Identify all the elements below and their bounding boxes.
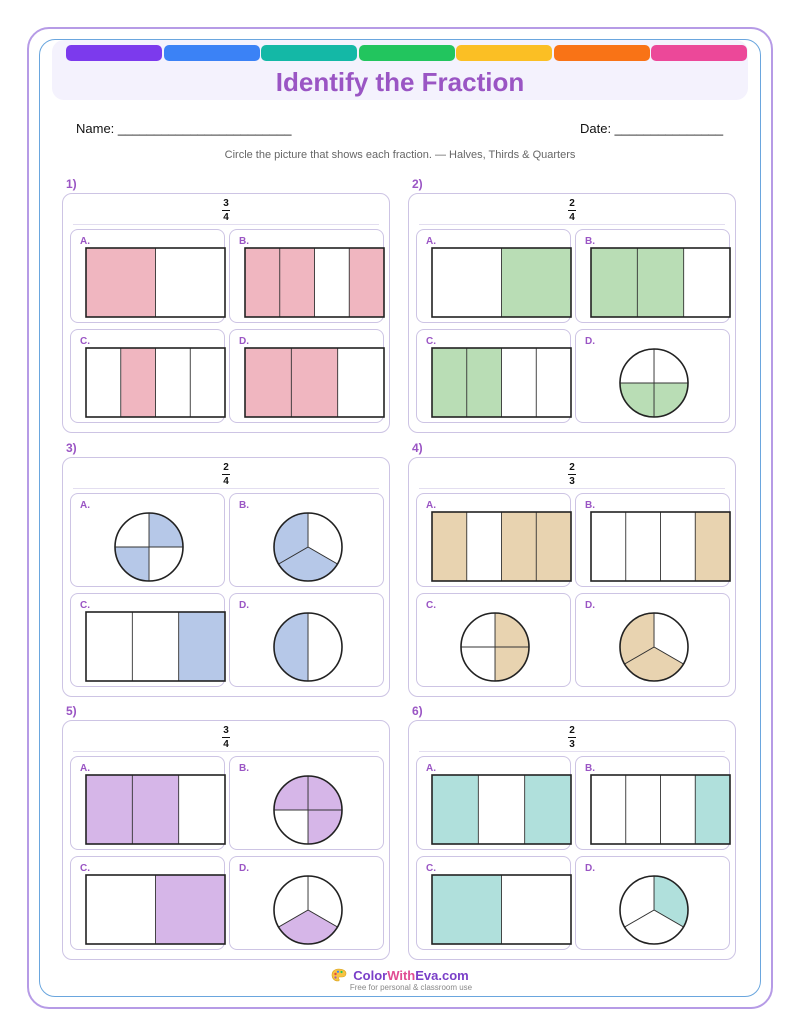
fraction-bar [222,737,230,738]
option-label: D. [239,336,249,347]
option-label: D. [239,600,249,611]
instructions: Circle the picture that shows each fraction. — Halves, Thirds & Quarters [224,149,576,161]
question-box [408,193,736,433]
fraction-numerator: 3 [223,725,229,736]
name-field[interactable]: Name: ________________________ [76,121,292,136]
fraction-part [591,775,626,844]
answer-option-b[interactable] [575,493,730,587]
fraction-part [525,775,571,844]
color-stripe [359,45,455,61]
answer-option-d[interactable] [575,329,730,423]
option-label: C. [80,336,90,347]
fraction-part [315,248,350,317]
option-label: A. [80,763,90,774]
fraction-bar-shape [576,757,731,851]
fraction-part [626,775,661,844]
question-number: 4) [412,441,423,455]
answer-option-c[interactable] [416,329,571,423]
fraction-part [338,348,384,417]
answer-option-b[interactable] [575,756,730,850]
fraction-part [432,248,502,317]
question-number: 1) [66,177,77,191]
fraction-part [695,775,730,844]
fraction-circle-shape [230,494,385,588]
fraction-part [86,248,156,317]
fraction-numerator: 3 [223,198,229,209]
question-divider [419,224,725,225]
fraction-part [179,775,225,844]
option-label: B. [585,500,595,511]
fraction-bar-shape [417,230,572,324]
fraction-numerator: 2 [569,725,575,736]
option-label: D. [585,336,595,347]
fraction-bar-shape [71,757,226,851]
fraction-part [274,613,308,681]
fraction-bar-shape [230,230,385,324]
fraction-circle-shape [230,594,385,688]
fraction-part [626,512,661,581]
option-label: A. [426,236,436,247]
option-label: D. [239,863,249,874]
fraction-part [86,612,132,681]
question-box [62,720,390,960]
fraction-part [132,612,178,681]
fraction-bar-shape [71,330,226,424]
color-stripe [66,45,162,61]
color-stripe [164,45,260,61]
question-divider [73,488,379,489]
fraction-part [291,348,337,417]
color-stripe [456,45,552,61]
question-box [408,457,736,697]
fraction-part [661,512,696,581]
answer-option-a[interactable] [70,229,225,323]
fraction-numerator: 2 [223,462,229,473]
fraction-part [308,613,342,681]
question-divider [419,488,725,489]
fraction-part [432,512,467,581]
answer-option-c[interactable] [70,593,225,687]
fraction-part [245,348,291,417]
target-fraction [409,725,735,750]
fraction-numerator: 2 [569,462,575,473]
fraction-part [637,248,683,317]
fraction-bar-shape [417,857,572,951]
option-label: B. [239,500,249,511]
option-label: A. [426,500,436,511]
fraction-part [536,512,571,581]
fraction-part [432,775,478,844]
option-label: A. [80,500,90,511]
option-label: A. [426,763,436,774]
fraction-bar [568,737,576,738]
fraction-circle-shape [417,594,572,688]
fraction-part [467,512,502,581]
fraction-part [467,348,502,417]
fraction-bar [222,474,230,475]
answer-option-b[interactable] [229,229,384,323]
fraction-part [280,248,315,317]
fraction-bar-shape [71,857,226,951]
target-fraction [63,462,389,487]
answer-option-c[interactable] [416,856,571,950]
fraction-part [684,248,730,317]
fraction-circle-shape [576,330,731,424]
fraction-bar-shape [576,230,731,324]
answer-option-d[interactable] [575,856,730,950]
fraction-part [591,512,626,581]
fraction-circle-shape [230,857,385,951]
answer-option-b[interactable] [229,493,384,587]
question-number: 5) [66,704,77,718]
option-label: C. [80,600,90,611]
question-box [408,720,736,960]
answer-option-a[interactable] [416,229,571,323]
fraction-circle-shape [71,494,226,588]
fraction-bar-shape [230,330,385,424]
target-fraction [63,198,389,223]
brand-name[interactable]: ColorWithEva.com [353,968,469,983]
fraction-part [156,348,191,417]
fraction-denominator: 3 [569,476,575,488]
answer-option-c[interactable] [70,856,225,950]
answer-option-d[interactable] [229,856,384,950]
palette-icon [331,968,347,982]
option-label: D. [585,600,595,611]
fraction-part [349,248,384,317]
fraction-bar-shape [576,494,731,588]
answer-option-b[interactable] [575,229,730,323]
option-label: B. [239,236,249,247]
fraction-denominator: 4 [223,739,229,751]
question-divider [73,224,379,225]
fraction-bar [568,210,576,211]
fraction-circle-shape [576,857,731,951]
answer-option-c[interactable] [416,593,571,687]
answer-option-c[interactable] [70,329,225,423]
option-label: D. [585,863,595,874]
fraction-part [478,775,524,844]
option-label: B. [239,763,249,774]
fraction-part [661,775,696,844]
fraction-bar-shape [71,230,226,324]
fraction-part [156,248,226,317]
fraction-part [502,512,537,581]
fraction-part [591,248,637,317]
option-label: B. [585,236,595,247]
fraction-bar-shape [417,494,572,588]
fraction-part [695,512,730,581]
question-box [62,457,390,697]
answer-option-a[interactable] [416,493,571,587]
fraction-part [156,875,226,944]
fraction-part [190,348,225,417]
answer-option-a[interactable] [416,756,571,850]
date-field[interactable]: Date: _______________ [580,121,724,136]
fraction-bar-shape [71,594,226,688]
fraction-part [86,875,156,944]
option-label: A. [80,236,90,247]
fraction-part [502,875,572,944]
fraction-part [432,875,502,944]
fraction-part [179,612,225,681]
question-number: 6) [412,704,423,718]
fraction-part [245,248,280,317]
answer-option-d[interactable] [229,593,384,687]
answer-option-d[interactable] [229,329,384,423]
option-label: B. [585,763,595,774]
question-number: 3) [66,441,77,455]
option-label: C. [426,600,436,611]
option-label: C. [80,863,90,874]
fraction-bar [222,210,230,211]
question-divider [419,751,725,752]
answer-option-a[interactable] [70,756,225,850]
fraction-part [132,775,178,844]
target-fraction [409,198,735,223]
color-stripe [554,45,650,61]
question-number: 2) [412,177,423,191]
fraction-part [86,348,121,417]
question-divider [73,751,379,752]
target-fraction [63,725,389,750]
fraction-bar-shape [417,757,572,851]
answer-option-a[interactable] [70,493,225,587]
fraction-bar-shape [417,330,572,424]
fraction-bar [568,474,576,475]
target-fraction [409,462,735,487]
option-label: C. [426,863,436,874]
fraction-part [536,348,571,417]
color-stripe [261,45,357,61]
page-title: Identify the Fraction [275,67,525,97]
option-label: C. [426,336,436,347]
fraction-part [432,348,467,417]
fraction-part [502,248,572,317]
answer-option-d[interactable] [575,593,730,687]
fraction-circle-shape [576,594,731,688]
fraction-denominator: 4 [223,212,229,224]
fraction-denominator: 4 [223,476,229,488]
answer-option-b[interactable] [229,756,384,850]
footer-tagline: Free for personal & classroom use [349,983,473,992]
fraction-denominator: 4 [569,212,575,224]
fraction-numerator: 2 [569,198,575,209]
fraction-part [502,348,537,417]
color-stripe [651,45,747,61]
fraction-denominator: 3 [569,739,575,751]
fraction-part [121,348,156,417]
fraction-circle-shape [230,757,385,851]
fraction-part [86,775,132,844]
question-box [62,193,390,433]
